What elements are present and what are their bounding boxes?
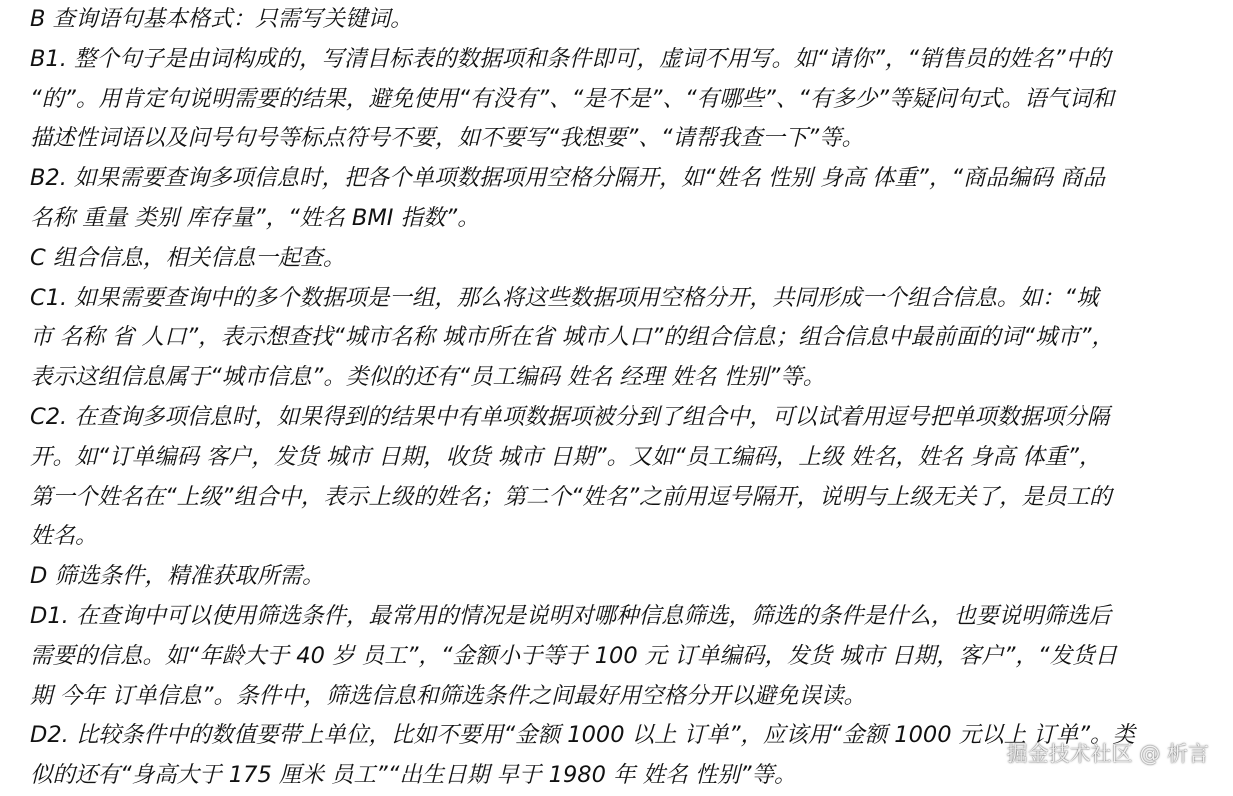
text-line: D 筛选条件，精准获取所需。 xyxy=(30,563,325,590)
text-line: B2. 如果需要查询多项信息时，把各个单项数据项用空格分隔开，如“姓名 性别 身高 体重”，“商品编码 商品 xyxy=(30,165,1106,192)
watermark: 掘金技术社区 @ 析言 xyxy=(1006,742,1209,766)
text-line: 描述性词语以及问号句号等标点符号不要，如不要写“我想要”、“请帮我查一下”等。 xyxy=(30,125,865,152)
text-line: 表示这组信息属于“城市信息”。类似的还有“员工编码 姓名 经理 姓名 性别”等。 xyxy=(30,364,826,391)
text-line: B 查询语句基本格式：只需写关键词。 xyxy=(30,6,413,32)
text-line: 似的还有“身高大于 175 厘米 员工”“出生日期 早于 1980 年 姓名 性别”等。 xyxy=(30,762,797,789)
text-line: 第一个姓名在“上级”组合中，表示上级的姓名；第二个“姓名”之前用逗号隔开，说明与上级无关了，是员工的 xyxy=(30,483,1112,510)
document-body xyxy=(30,0,1210,796)
text-line: 期 今年 订单信息”。条件中，筛选信息和筛选条件之间最好用空格分开以避免误读。 xyxy=(30,682,866,709)
text-line: B1. 整个句子是由词构成的，写清目标表的数据项和条件即可，虚词不用写。如“请你”，“销售员的姓名”中的 xyxy=(30,45,1111,72)
text-line: 开。如“订单编码 客户，发货 城市 日期，收货 城市 日期”。又如“员工编码，上级 姓名，姓名 身高 体重”， xyxy=(30,443,1102,470)
text-line: C 组合信息，相关信息一起查。 xyxy=(30,244,346,271)
text-line: 需要的信息。如“年龄大于 40 岁 员工”，“金额小于等于 100 元 订单编码，发货 城市 日期，客户”，“发货日 xyxy=(30,642,1118,669)
text-line: “的”。用肯定句说明需要的结果，避免使用“有没有”、“是不是”、“有哪些”、“有多少”等疑问句式。语气词和 xyxy=(30,85,1115,112)
text-line: 市 名称 省 人口”，表示想查找“城市名称 城市所在省 城市人口”的组合信息；组合信息中最前面的词“城市”， xyxy=(30,324,1115,351)
text-line: C1. 如果需要查询中的多个数据项是一组，那么将这些数据项用空格分开，共同形成一个组合信息。如：“城 xyxy=(30,284,1099,311)
text-line: C2. 在查询多项信息时，如果得到的结果中有单项数据项被分到了组合中，可以试着用逗号把单项数据项分隔 xyxy=(30,403,1110,430)
text-line: 名称 重量 类别 库存量”，“姓名 BMI 指数”。 xyxy=(30,204,480,231)
text-line: D2. 比较条件中的数值要带上单位，比如不要用“金额 1000 以上 订单”，应该用“金额 1000 元以上 订单”。类 xyxy=(30,722,1136,749)
text-line: 姓名。 xyxy=(30,523,98,550)
text-line: D1. 在查询中可以使用筛选条件，最常用的情况是说明对哪种信息筛选，筛选的条件是什么，也要说明筛选后 xyxy=(30,602,1111,629)
